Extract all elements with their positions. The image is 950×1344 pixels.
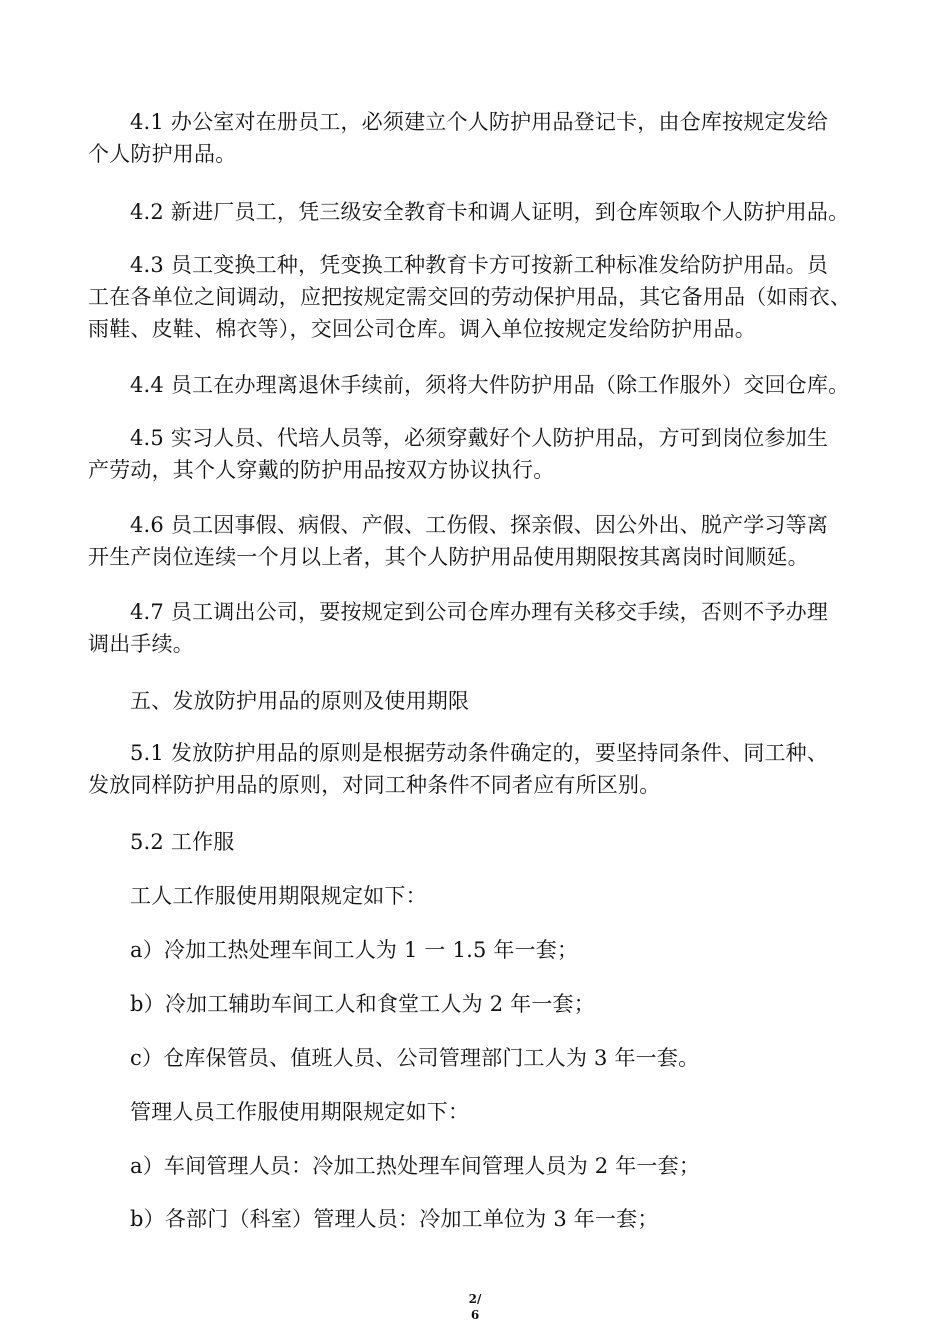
text-line: 5.2 工作服 [130, 830, 235, 854]
paragraph-5-2 [88, 826, 878, 858]
text-line: 工在各单位之间调动，应把按规定需交回的劳动保护用品，其它备用品（如雨衣、 [88, 285, 852, 309]
text-line: c）仓库保管员、值班人员、公司管理部门工人为 3 年一套。 [130, 1046, 700, 1070]
text-line: 4.5 实习人员、代培人员等，必须穿戴好个人防护用品，方可到岗位参加生 [130, 426, 829, 450]
paragraph-5-1 [88, 737, 878, 801]
text-line: 4.1 办公室对在册员工，必须建立个人防护用品登记卡，由仓库按规定发给 [130, 110, 829, 134]
text-line: 5.1 发放防护用品的原则是根据劳动条件确定的，要坚持同条件、同工种、 [130, 741, 829, 765]
text-line: 五、发放防护用品的原则及使用期限 [130, 689, 470, 713]
paragraph-worker-uniform [88, 880, 878, 912]
list-item-worker-b [88, 988, 878, 1020]
text-line: 调出手续。 [88, 632, 194, 656]
page-number [0, 1291, 950, 1323]
text-line: 个人防护用品。 [88, 142, 237, 166]
list-item-worker-a [88, 934, 878, 966]
paragraph-manager-uniform [88, 1096, 878, 1128]
paragraph-4-3 [88, 249, 878, 345]
paragraph-4-1 [88, 106, 878, 170]
text-line: 4.4 员工在办理离退休手续前，须将大件防护用品（除工作服外）交回仓库。 [130, 373, 850, 397]
text-line: 发放同样防护用品的原则，对同工种条件不同者应有所区别。 [88, 773, 661, 797]
paragraph-4-6 [88, 509, 878, 573]
text-line: 4.6 员工因事假、病假、产假、工伤假、探亲假、因公外出、脱产学习等离 [130, 513, 829, 537]
text-line: 管理人员工作服使用期限规定如下： [130, 1100, 470, 1124]
section-heading-5 [88, 685, 878, 717]
paragraph-4-5 [88, 422, 878, 486]
text-line: 开生产岗位连续一个月以上者，其个人防护用品使用期限按其离岗时间顺延。 [88, 545, 809, 569]
page-number-line1: 2/ [468, 1292, 482, 1306]
text-line: 产劳动，其个人穿戴的防护用品按双方协议执行。 [88, 458, 555, 482]
list-item-manager-b [88, 1203, 878, 1235]
paragraph-4-2 [88, 196, 878, 228]
text-line: 4.3 员工变换工种，凭变换工种教育卡方可按新工种标准发给防护用品。员 [130, 253, 829, 277]
page-number-line2: 6 [470, 1308, 480, 1322]
text-line: a）车间管理人员：冷加工热处理车间管理人员为 2 年一套； [130, 1154, 701, 1178]
text-line: 雨鞋、皮鞋、棉衣等），交回公司仓库。调入单位按规定发给防护用品。 [88, 317, 756, 341]
list-item-manager-a [88, 1150, 878, 1182]
text-line: b）冷加工辅助车间工人和食堂工人为 2 年一套； [130, 992, 595, 1016]
text-line: 4.7 员工调出公司，要按规定到公司仓库办理有关移交手续，否则不予办理 [130, 600, 829, 624]
paragraph-4-4 [88, 369, 878, 401]
paragraph-4-7 [88, 596, 878, 660]
text-line: 4.2 新进厂员工，凭三级安全教育卡和调人证明，到仓库领取个人防护用品。 [130, 200, 850, 224]
text-line: b）各部门（科室）管理人员：冷加工单位为 3 年一套； [130, 1207, 659, 1231]
text-line: a）冷加工热处理车间工人为 1 一 1.5 年一套； [130, 938, 579, 962]
text-line: 工人工作服使用期限规定如下： [130, 884, 427, 908]
list-item-worker-c [88, 1042, 878, 1074]
